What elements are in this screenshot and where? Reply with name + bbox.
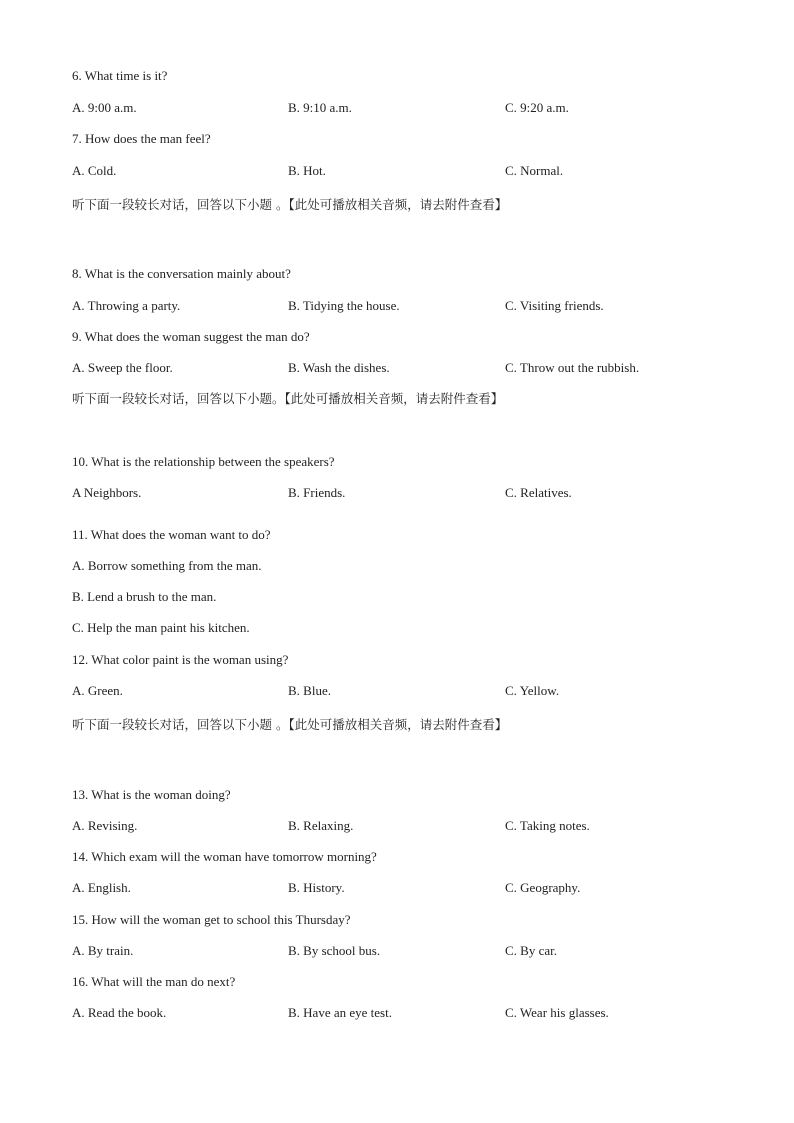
option-16b: B. Have an eye test.: [288, 1005, 392, 1020]
question-9: 9. What does the woman suggest the man do?: [72, 329, 310, 344]
option-7c: C. Normal.: [505, 163, 564, 178]
listening-instruction: 听下面一段较长对话，回答以下小题 。【此处可播放相关音频，请去附件查看】: [72, 717, 508, 732]
option-14b: B. History.: [288, 880, 345, 895]
question-6: 6. What time is it?: [72, 68, 168, 83]
question-7: 7. How does the man feel?: [72, 131, 211, 146]
question-10: 10. What is the relationship between the speakers?: [72, 454, 335, 469]
option-11b: B. Lend a brush to the man.: [72, 589, 217, 604]
option-6c: C. 9:20 a.m.: [505, 100, 569, 115]
question-8: 8. What is the conversation mainly about?: [72, 266, 291, 281]
question-12: 12. What color paint is the woman using?: [72, 652, 289, 667]
option-13a: A. Revising.: [72, 818, 138, 833]
option-12a: A. Green.: [72, 683, 123, 698]
option-9b: B. Wash the dishes.: [288, 360, 390, 375]
option-10c: C. Relatives.: [505, 485, 572, 500]
option-7a: A. Cold.: [72, 163, 117, 178]
listening-instruction: 听下面一段较长对话，回答以下小题。【此处可播放相关音频，请去附件查看】: [72, 391, 504, 406]
option-6a: A. 9:00 a.m.: [72, 100, 137, 115]
option-12b: B. Blue.: [288, 683, 331, 698]
question-11: 11. What does the woman want to do?: [72, 527, 271, 542]
option-9a: A. Sweep the floor.: [72, 360, 173, 375]
option-8b: B. Tidying the house.: [288, 298, 400, 313]
option-16c: C. Wear his glasses.: [505, 1005, 609, 1020]
listening-instruction: 听下面一段较长对话，回答以下小题 。【此处可播放相关音频，请去附件查看】: [72, 197, 508, 212]
option-13b: B. Relaxing.: [288, 818, 354, 833]
option-14c: C. Geography.: [505, 880, 581, 895]
option-8c: C. Visiting friends.: [505, 298, 604, 313]
option-15c: C. By car.: [505, 943, 557, 958]
question-13: 13. What is the woman doing?: [72, 787, 231, 802]
question-15: 15. How will the woman get to school this Thursday?: [72, 912, 351, 927]
option-8a: A. Throwing a party.: [72, 298, 181, 313]
option-15a: A. By train.: [72, 943, 134, 958]
option-15b: B. By school bus.: [288, 943, 381, 958]
option-13c: C. Taking notes.: [505, 818, 590, 833]
option-10b: B. Friends.: [288, 485, 346, 500]
option-14a: A. English.: [72, 880, 131, 895]
option-7b: B. Hot.: [288, 163, 326, 178]
option-9c: C. Throw out the rubbish.: [505, 360, 640, 375]
option-11a: A. Borrow something from the man.: [72, 558, 262, 573]
option-6b: B. 9:10 a.m.: [288, 100, 352, 115]
option-10a: A Neighbors.: [72, 485, 142, 500]
option-16a: A. Read the book.: [72, 1005, 167, 1020]
option-11c: C. Help the man paint his kitchen.: [72, 620, 250, 635]
question-14: 14. Which exam will the woman have tomorrow morning?: [72, 849, 377, 864]
option-12c: C. Yellow.: [505, 683, 560, 698]
question-16: 16. What will the man do next?: [72, 974, 236, 989]
